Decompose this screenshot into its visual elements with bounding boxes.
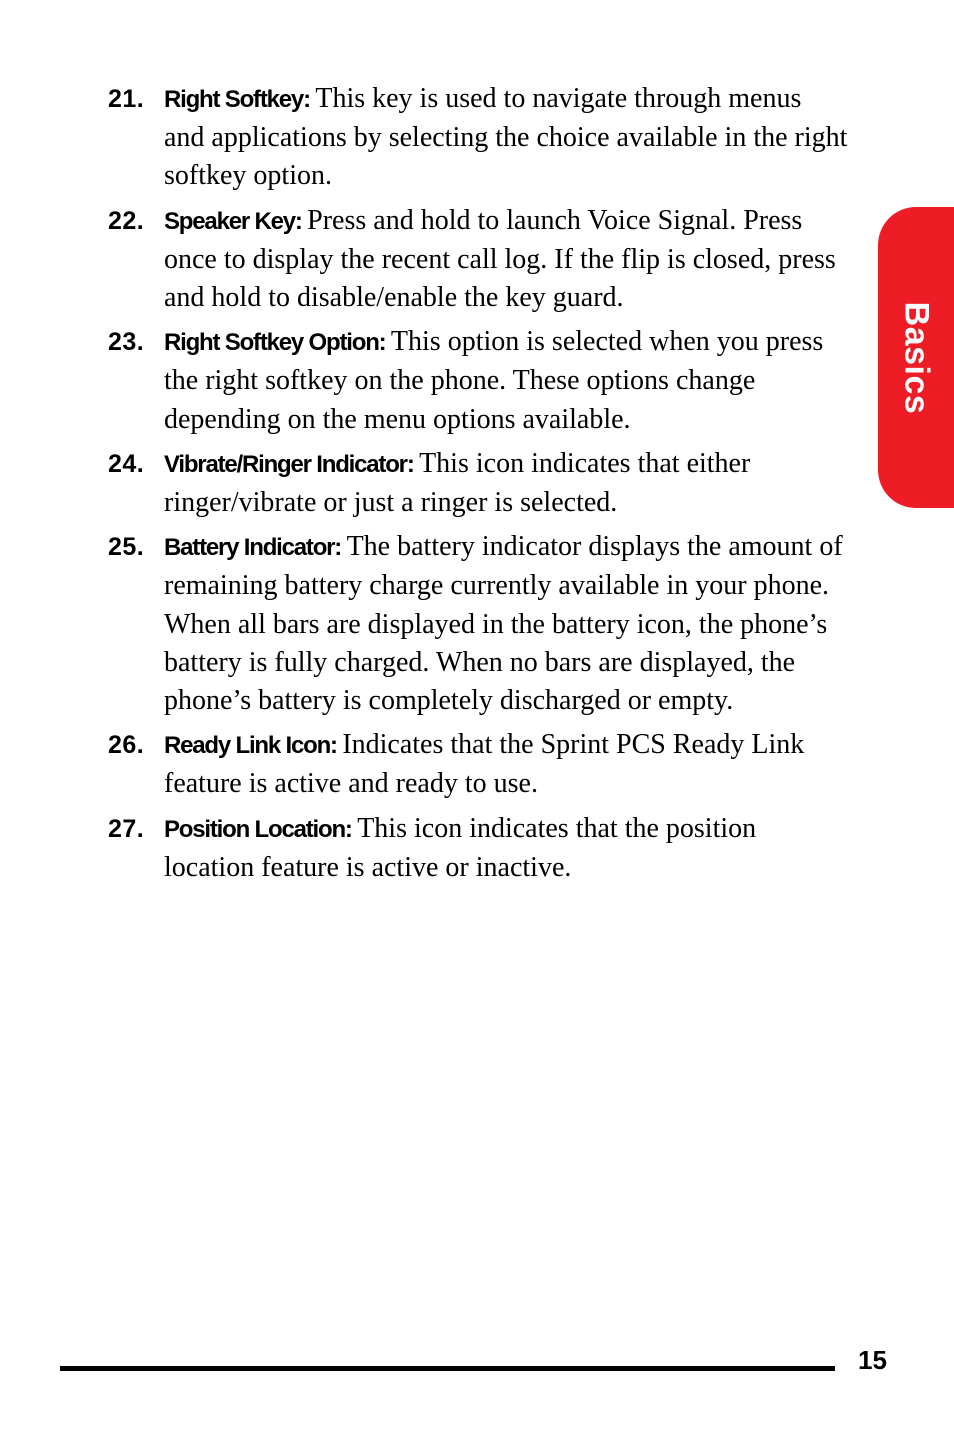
list-item [108, 528, 848, 720]
item-number: 23. [108, 328, 145, 357]
item-term: Right Softkey: [164, 86, 316, 113]
numbered-item-list [108, 80, 848, 893]
item-number: 26. [108, 731, 145, 760]
item-description: Indicates that the Sprint PCS Ready Link feature is active and ready to use. [164, 729, 805, 800]
item-term: Position Location: [164, 815, 358, 843]
item-term: Ready Link Icon: [164, 732, 343, 760]
item-term: Speaker Key: [164, 207, 308, 235]
item-number: 25. [108, 533, 145, 562]
footer-divider [60, 1366, 835, 1371]
item-description: This option is selected when you press the right softkey on the phone. These options change depending on the menu options available. [164, 326, 824, 435]
list-item [108, 202, 848, 318]
item-number: 22. [108, 206, 145, 235]
item-description: This icon indicates that the position location feature is active or inactive. [164, 812, 757, 883]
section-tab-basics [878, 207, 954, 508]
item-description: Press and hold to launch Voice Signal. Press once to display the recent call log. If the flip is closed, press and hold to disable/enable the key guard. [164, 204, 836, 314]
list-item [108, 726, 848, 803]
item-term: Right Softkey Option: [164, 329, 391, 357]
page-number: 15 [858, 1345, 887, 1375]
item-term: Vibrate/Ringer Indicator: [164, 450, 420, 478]
list-item [108, 323, 848, 439]
item-term: Battery Indicator: [164, 534, 347, 562]
list-item [108, 445, 848, 522]
section-tab-label: Basics [897, 301, 936, 414]
item-description: This key is used to navigate through menus and applications by selecting the choice available in the right softkey option. [164, 83, 848, 192]
list-item [108, 810, 848, 887]
item-description: This icon indicates that either ringer/vibrate or just a ringer is selected. [164, 447, 751, 519]
item-number: 24. [108, 449, 145, 478]
item-number: 21. [108, 85, 145, 113]
item-number: 27. [108, 814, 145, 843]
item-description: The battery indicator displays the amount of remaining battery charge currently available in your phone. When all bars are displayed in the battery icon, the phone’s battery is fully charged. When no bars are displayed, the phone’s battery is completely discharged or empty. [164, 531, 843, 717]
list-item [108, 80, 848, 196]
